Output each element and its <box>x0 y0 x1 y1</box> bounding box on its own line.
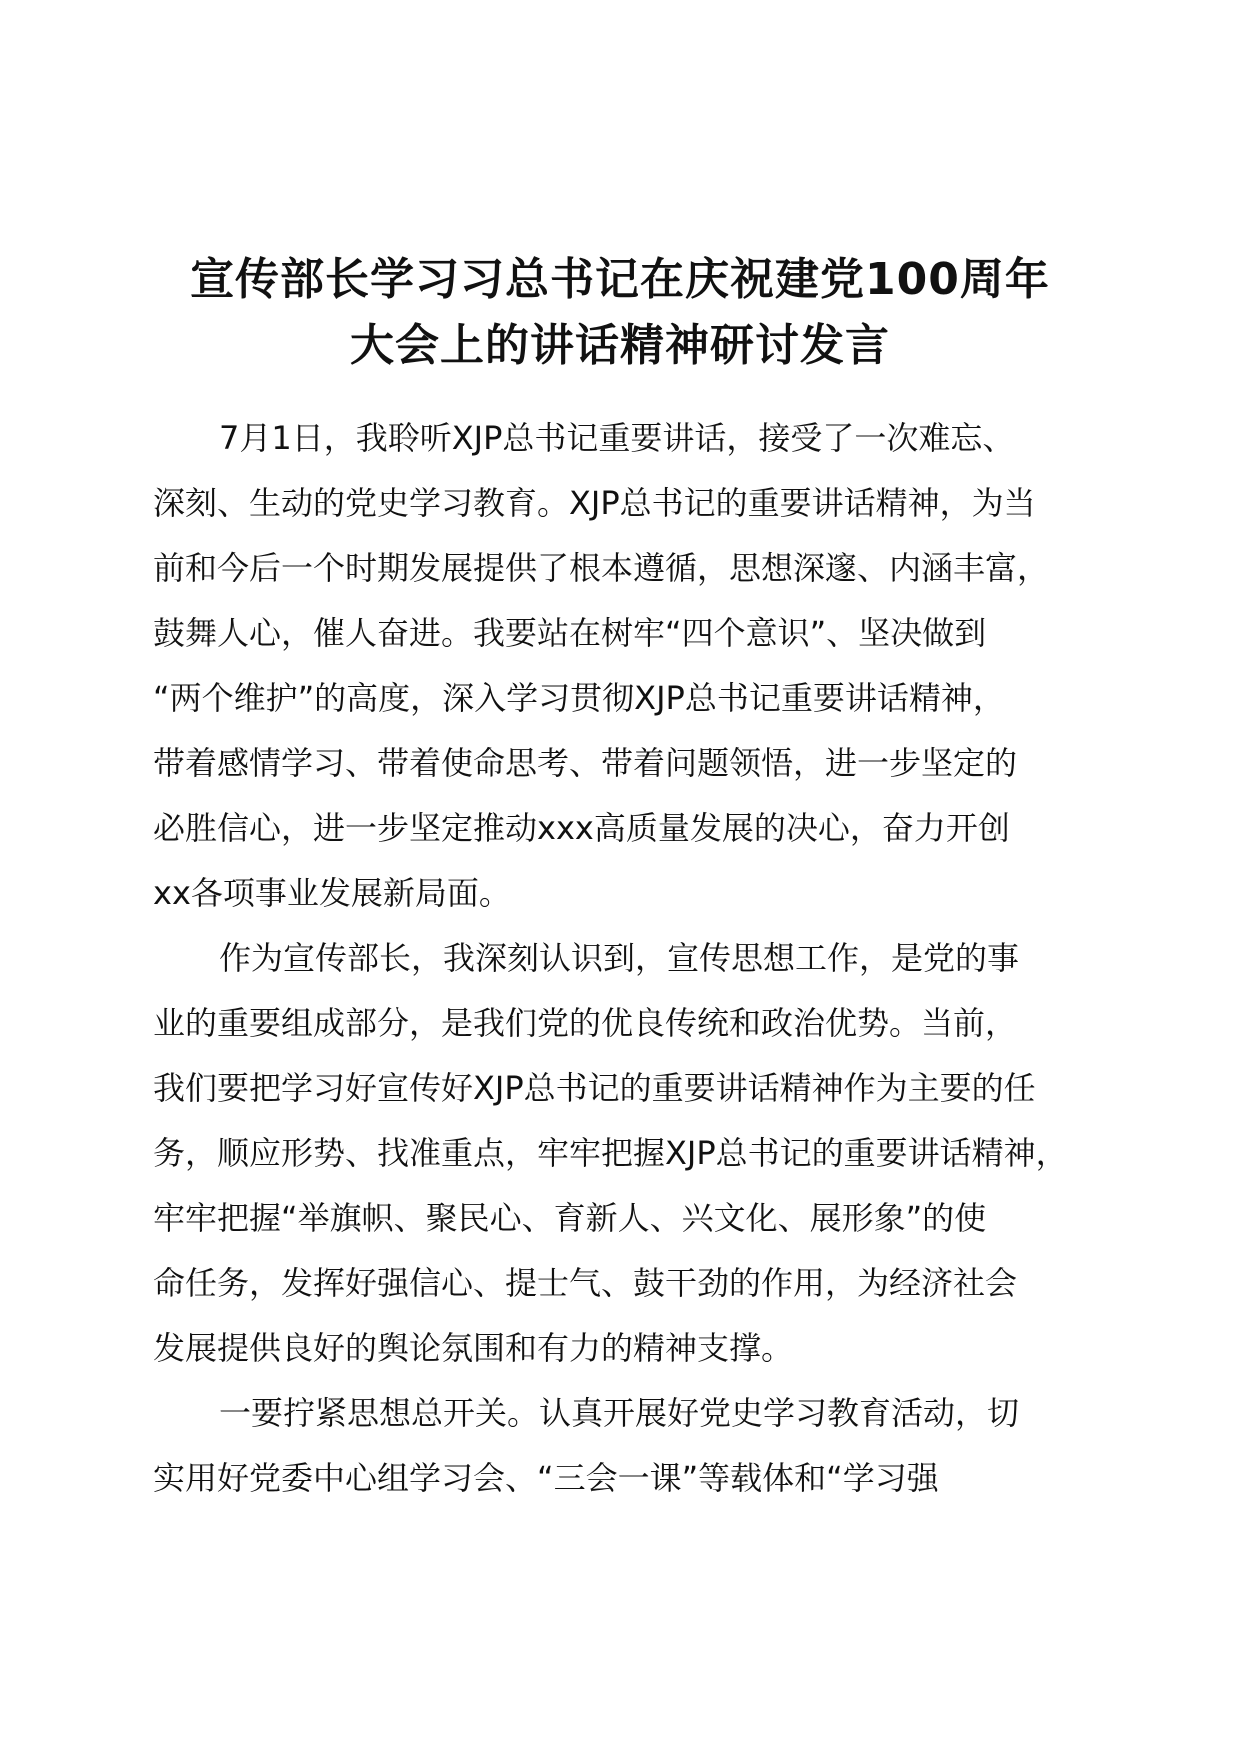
paragraph-line: “两个维护”的高度，深入学习贯彻XJP总书记重要讲话精神， <box>153 679 1005 717</box>
title-line-2: 大会上的讲话精神研讨发言 <box>350 320 890 371</box>
paragraph-line: 务，顺应形势、找准重点，牢牢把握XJP总书记的重要讲话精神， <box>153 1134 1068 1172</box>
paragraph-line: 我们要把学习好宣传好XJP总书记的重要讲话精神作为主要的任 <box>153 1069 1036 1107</box>
paragraph-line: xx各项事业发展新局面。 <box>153 874 511 912</box>
paragraph-line: 一要拧紧思想总开关。认真开展好党史学习教育活动，切 <box>219 1394 1020 1432</box>
paragraph-3 <box>153 1381 1113 1511</box>
paragraph-line: 深刻、生动的党史学习教育。XJP总书记的重要讲话精神，为当 <box>153 484 1036 522</box>
paragraph-line: 牢牢把握“举旗帜、聚民心、育新人、兴文化、展形象”的使 <box>153 1199 987 1237</box>
paragraph-line: 带着感情学习、带着使命思考、带着问题领悟，进一步坚定的 <box>153 744 1018 782</box>
paragraph-line: 作为宣传部长，我深刻认识到，宣传思想工作，是党的事 <box>219 939 1020 977</box>
paragraph-line: 实用好党委中心组学习会、“三会一课”等载体和“学习强 <box>153 1459 939 1497</box>
paragraph-line: 鼓舞人心，催人奋进。我要站在树牢“四个意识”、坚决做到 <box>153 614 987 652</box>
paragraph-line: 业的重要组成部分，是我们党的优良传统和政治优势。当前， <box>153 1004 1018 1042</box>
paragraph-line: 发展提供良好的舆论氛围和有力的精神支撑。 <box>153 1329 794 1367</box>
document-body <box>153 406 1113 1511</box>
paragraph-2 <box>153 926 1113 1381</box>
title-line-1: 宣传部长学习习总书记在庆祝建党100周年 <box>190 254 1050 305</box>
document-title <box>150 247 1090 379</box>
paragraph-line: 命任务，发挥好强信心、提士气、鼓干劲的作用，为经济社会 <box>153 1264 1018 1302</box>
paragraph-line: 必胜信心，进一步坚定推动xxx高质量发展的决心，奋力开创 <box>153 809 1010 847</box>
paragraph-line: 7月1日，我聆听XJP总书记重要讲话，接受了一次难忘、 <box>219 419 1015 457</box>
paragraph-line: 前和今后一个时期发展提供了根本遵循，思想深邃、内涵丰富， <box>153 549 1050 587</box>
paragraph-1 <box>153 406 1113 926</box>
